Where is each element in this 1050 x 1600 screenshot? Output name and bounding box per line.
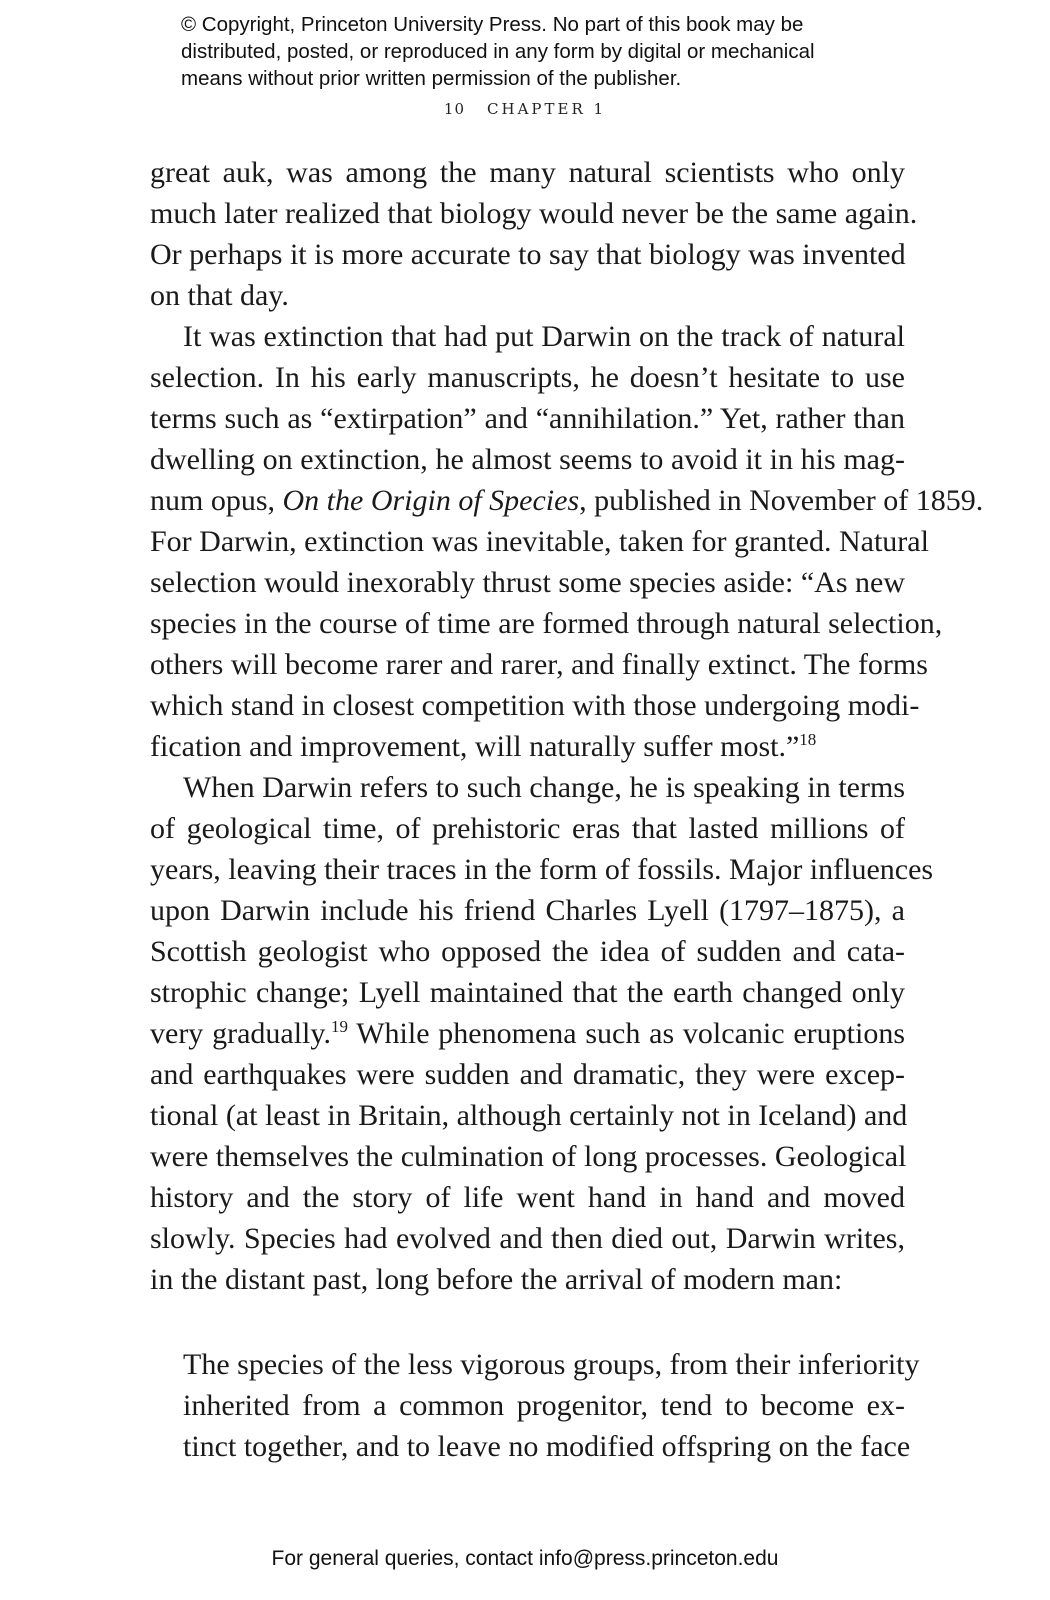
text-line: much later realized that biology would never be the same again. — [150, 197, 918, 230]
text-line — [150, 480, 984, 521]
body-text — [150, 152, 984, 1300]
text-line: and earthquakes were sudden and dramatic, they were excep- — [150, 1058, 905, 1091]
text-line: selection would inexorably thrust some species aside: “As new — [150, 566, 905, 599]
text-line: When Darwin refers to such change, he is speaking in terms — [183, 771, 905, 804]
book-title: On the Origin of Species — [282, 484, 580, 517]
copyright-notice — [181, 11, 941, 92]
chapter-label: CHAPTER 1 — [487, 100, 607, 118]
copyright-line: © Copyright, Princeton University Press. No part of this book may be — [181, 13, 804, 36]
copyright-line: means without prior written permission of the publisher. — [181, 67, 682, 90]
text-fragment: While phenomena such as volcanic eruptions — [347, 1017, 905, 1050]
text-fragment: very gradually. — [150, 1017, 331, 1050]
text-line: great auk, was among the many natural scientists who only — [150, 156, 905, 189]
text-line: years, leaving their traces in the form of fossils. Major influences — [150, 853, 934, 886]
footnote-ref: 18 — [799, 730, 817, 749]
text-fragment: fication and improvement, will naturally suffer most.” — [150, 730, 800, 763]
text-line: strophic change; Lyell maintained that the earth changed only — [150, 976, 905, 1009]
text-line: terms such as “extirpation” and “annihilation.” Yet, rather than — [150, 402, 905, 435]
text-line: For Darwin, extinction was inevitable, taken for granted. Natural — [150, 525, 929, 558]
text-line: selection. In his early manuscripts, he doesn’t hesitate to use — [150, 361, 905, 394]
block-quote — [183, 1344, 920, 1467]
quote-line: The species of the less vigorous groups, from their inferiority — [183, 1348, 920, 1381]
copyright-line: distributed, posted, or reproduced in any form by digital or mechanical — [181, 40, 815, 63]
text-line: species in the course of time are formed through natural selection, — [150, 607, 943, 640]
text-line: of geological time, of prehistoric eras that lasted millions of — [150, 812, 905, 845]
text-line: It was extinction that had put Darwin on the track of natural — [183, 320, 905, 353]
page-number: 10 — [443, 100, 466, 118]
text-line: others will become rarer and rarer, and finally extinct. The forms — [150, 648, 928, 681]
footnote-ref: 19 — [330, 1017, 348, 1036]
text-line: Or perhaps it is more accurate to say that biology was invented — [150, 238, 906, 271]
text-line — [150, 726, 905, 767]
text-line: in the distant past, long before the arrival of modern man: — [150, 1263, 843, 1296]
text-line: were themselves the culmination of long processes. Geological — [150, 1140, 907, 1173]
text-line: slowly. Species had evolved and then died out, Darwin writes, — [150, 1222, 905, 1255]
footer-contact: For general queries, contact info@press.princeton.edu — [271, 1547, 779, 1570]
text-line: Scottish geologist who opposed the idea of sudden and cata- — [150, 935, 905, 968]
text-line: upon Darwin include his friend Charles Lyell (1797–1875), a — [150, 894, 905, 927]
text-line: history and the story of life went hand in hand and moved — [150, 1181, 905, 1214]
text-line: tional (at least in Britain, although certainly not in Iceland) and — [150, 1099, 908, 1132]
quote-line: tinct together, and to leave no modified offspring on the face — [183, 1430, 911, 1463]
running-head — [0, 100, 1050, 118]
text-fragment: num opus, — [150, 484, 276, 517]
text-line — [150, 1013, 905, 1054]
quote-line: inherited from a common progenitor, tend to become ex- — [183, 1389, 905, 1422]
text-line: dwelling on extinction, he almost seems to avoid it in his mag- — [150, 443, 905, 476]
text-fragment: , published in November of 1859. — [579, 484, 984, 517]
text-line: on that day. — [150, 279, 289, 312]
text-line: which stand in closest competition with those undergoing modi- — [150, 689, 920, 722]
